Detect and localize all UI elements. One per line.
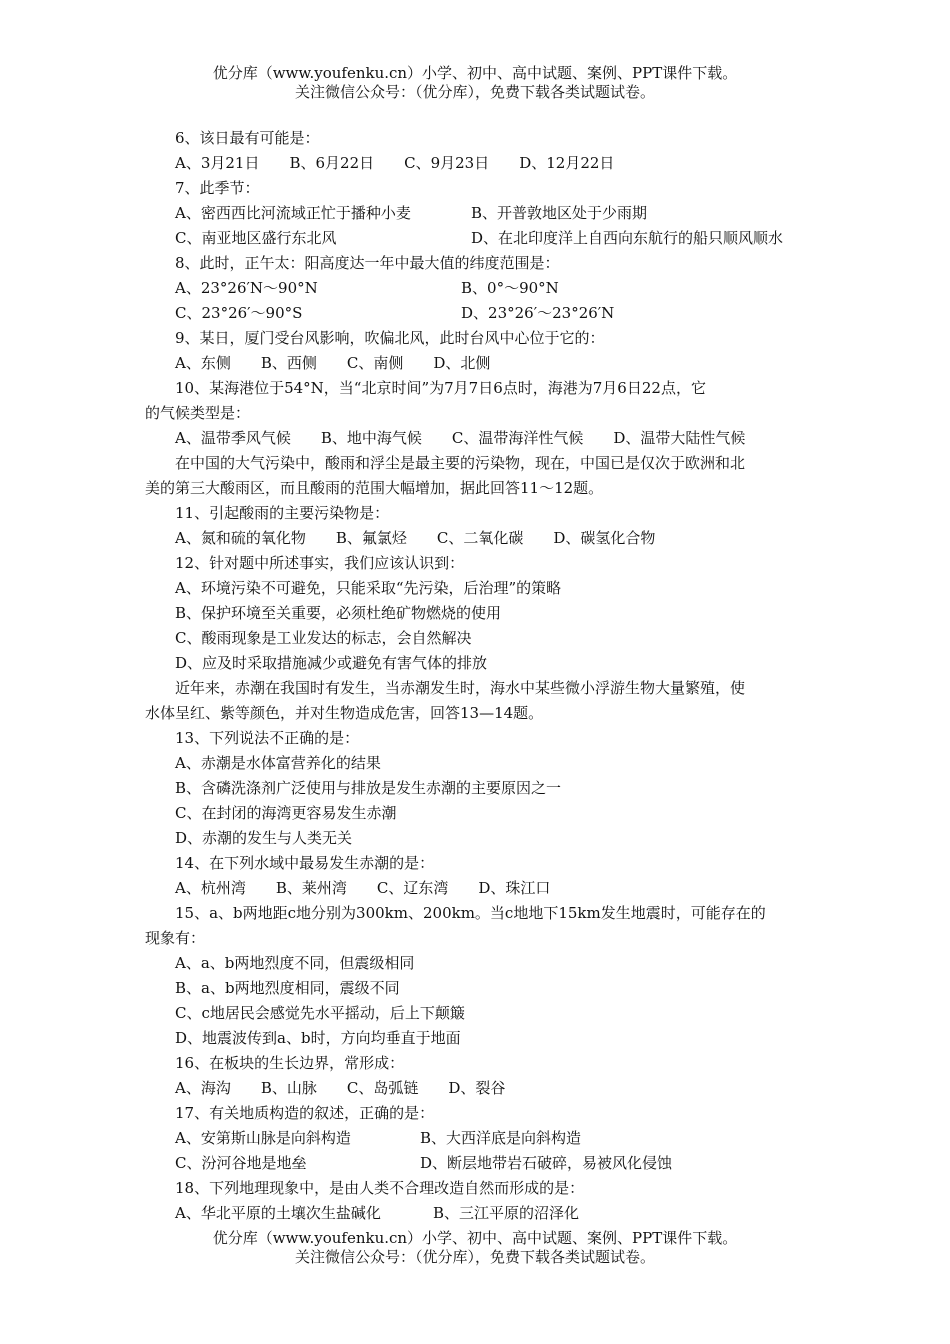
question-11-options: A、氮和硫的氧化物 B、氟氯烃 C、二氧化碳 D、碳氢化合物 — [175, 529, 656, 547]
question-10-line-2: 的气候类型是： — [145, 404, 251, 422]
question-6: 6、该日最有可能是： — [175, 129, 320, 147]
question-17-options-cd — [145, 1151, 821, 1176]
passage-red-tide-line-1: 近年来，赤潮在我国时有发生，当赤潮发生时，海水中某些微小浮游生物大量繁殖，使 — [175, 679, 746, 697]
question-17: 17、有关地质构造的叙述，正确的是： — [175, 1104, 435, 1122]
question-15-option-a: A、a、b两地烈度不同，但震级相同 — [175, 954, 415, 972]
question-7-option-d: D、在北印度洋上自西向东航行的船只顺风顺水 — [471, 229, 784, 247]
question-15-line-1: 15、a、b两地距c地分别为300km、200km。当c地地下15km发生地震时，可能存在的 — [175, 904, 766, 922]
question-8-option-d: D、23°26′～23°26′N — [461, 304, 615, 322]
exam-body — [145, 126, 821, 1226]
question-16: 16、在板块的生长边界，常形成： — [175, 1054, 405, 1072]
question-17-option-a: A、安第斯山脉是向斜构造 — [175, 1129, 351, 1147]
question-12-option-c: C、酸雨现象是工业发达的标志，会自然解决 — [175, 629, 472, 647]
passage-red-tide-line-2: 水体呈红、紫等颜色，并对生物造成危害，回答13—14题。 — [145, 704, 544, 722]
question-11: 11、引起酸雨的主要污染物是： — [175, 504, 390, 522]
question-18-options-ab — [145, 1201, 821, 1226]
question-13-option-a: A、赤潮是水体富营养化的结果 — [175, 754, 381, 772]
header-line-1: 优分库（www.youfenku.cn）小学、初中、高中试题、案例、PPT课件下载。 — [212, 64, 738, 82]
page-footer — [0, 1229, 950, 1267]
question-8: 8、此时，正午太：阳高度达一年中最大值的纬度范围是： — [175, 254, 560, 272]
question-17-option-b: B、大西洋底是向斜构造 — [420, 1129, 582, 1147]
question-7-options-ab — [145, 201, 821, 226]
question-12-option-a: A、环境污染不可避免，只能采取“先污染，后治理”的策略 — [175, 579, 562, 597]
question-13-option-b: B、含磷洗涤剂广泛使用与排放是发生赤潮的主要原因之一 — [175, 779, 562, 797]
question-17-option-d: D、断层地带岩石破碎，易被风化侵蚀 — [420, 1154, 673, 1172]
question-13-option-d: D、赤潮的发生与人类无关 — [175, 829, 353, 847]
question-8-option-b: B、0°～90°N — [461, 279, 559, 297]
question-12-option-b: B、保护环境至关重要，必须杜绝矿物燃烧的使用 — [175, 604, 502, 622]
question-14-options: A、杭州湾 B、莱州湾 C、辽东湾 D、珠江口 — [175, 879, 551, 897]
question-9: 9、某日，厦门受台风影响，吹偏北风，此时台风中心位于它的： — [175, 329, 605, 347]
question-7-option-c: C、南亚地区盛行东北风 — [175, 229, 337, 247]
passage-acid-rain-line-2: 美的第三大酸雨区，而且酸雨的范围大幅增加，据此回答11～12题。 — [145, 479, 604, 497]
question-12: 12、针对题中所述事实，我们应该认识到： — [175, 554, 465, 572]
footer-line-1: 优分库（www.youfenku.cn）小学、初中、高中试题、案例、PPT课件下载。 — [212, 1229, 738, 1247]
question-7-option-b: B、开普敦地区处于少雨期 — [471, 204, 648, 222]
question-7: 7、此季节： — [175, 179, 260, 197]
question-8-options-cd — [145, 301, 821, 326]
question-14: 14、在下列水域中最易发生赤潮的是： — [175, 854, 435, 872]
question-7-options-cd — [145, 226, 821, 251]
question-17-option-c: C、汾河谷地是地垒 — [175, 1154, 307, 1172]
question-15-option-b: B、a、b两地烈度相同，震级不同 — [175, 979, 400, 997]
question-8-option-c: C、23°26′～90°S — [175, 304, 303, 322]
question-16-options: A、海沟 B、山脉 C、岛弧链 D、裂谷 — [175, 1079, 506, 1097]
question-15-option-c: C、c地居民会感觉先水平摇动，后上下颠簸 — [175, 1004, 465, 1022]
question-18-option-b: B、三江平原的沼泽化 — [433, 1204, 580, 1222]
question-8-options-ab — [145, 276, 821, 301]
question-18-option-a: A、华北平原的土壤次生盐碱化 — [175, 1204, 381, 1222]
header-line-2: 关注微信公众号：（优分库），免费下载各类试题试卷。 — [294, 83, 655, 101]
question-6-options: A、3月21日 B、6月22日 C、9月23日 D、12月22日 — [175, 154, 615, 172]
question-15-option-d: D、地震波传到a、b时，方向均垂直于地面 — [175, 1029, 461, 1047]
page-header — [0, 64, 950, 102]
footer-line-2: 关注微信公众号：（优分库），免费下载各类试题试卷。 — [294, 1248, 655, 1266]
question-13: 13、下列说法不正确的是： — [175, 729, 360, 747]
question-10-options: A、温带季风气候 B、地中海气候 C、温带海洋性气候 D、温带大陆性气候 — [175, 429, 746, 447]
question-7-option-a: A、密西西比河流域正忙于播种小麦 — [175, 204, 411, 222]
question-13-option-c: C、在封闭的海湾更容易发生赤潮 — [175, 804, 397, 822]
question-8-option-a: A、23°26′N～90°N — [175, 279, 318, 297]
question-9-options: A、东侧 B、西侧 C、南侧 D、北侧 — [175, 354, 491, 372]
question-17-options-ab — [145, 1126, 821, 1151]
question-15-line-2: 现象有： — [145, 929, 206, 947]
passage-acid-rain-line-1: 在中国的大气污染中，酸雨和浮尘是最主要的污染物，现在，中国已是仅次于欧洲和北 — [175, 454, 746, 472]
question-18: 18、下列地理现象中，是由人类不合理改造自然而形成的是： — [175, 1179, 585, 1197]
question-10-line-1: 10、某海港位于54°N，当“北京时间”为7月7日6点时，海港为7月6日22点，它 — [175, 379, 706, 397]
question-12-option-d: D、应及时采取措施减少或避免有害气体的排放 — [175, 654, 488, 672]
